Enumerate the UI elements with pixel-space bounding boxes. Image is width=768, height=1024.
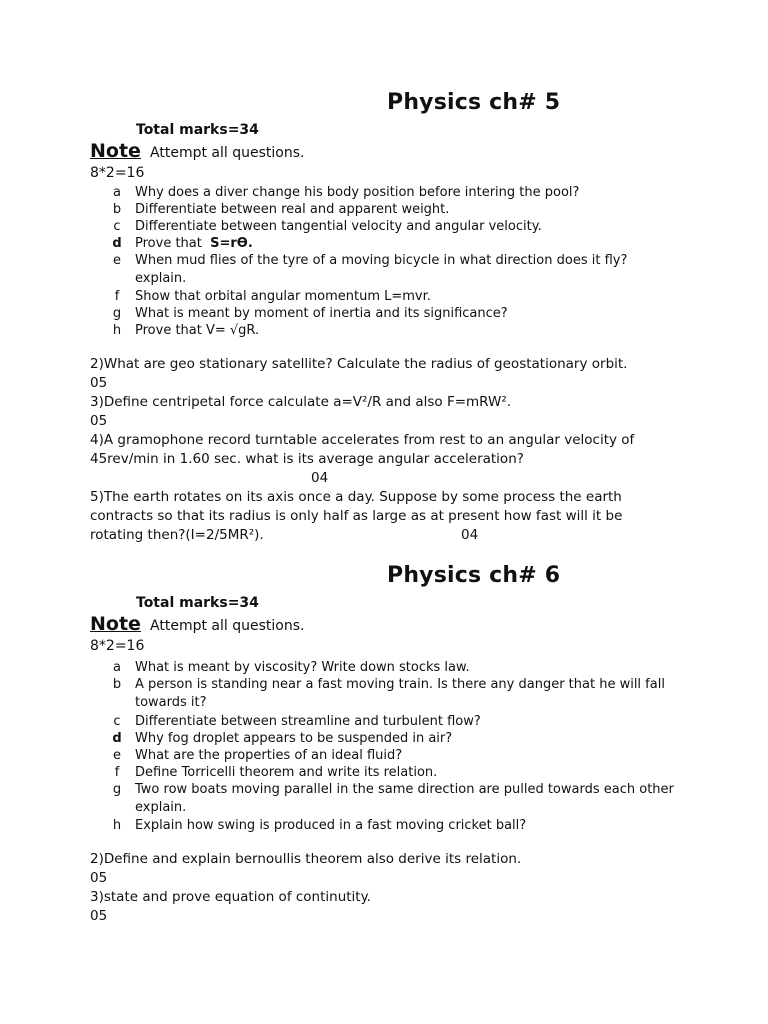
mcq-letter: g (112, 306, 122, 321)
total-marks: Total marks=34 (136, 595, 259, 611)
question-marks: 04 (311, 470, 329, 486)
mcq-letter: a (113, 660, 121, 675)
mcq-text-prefix: Prove that (135, 236, 202, 251)
mcq-letter: b (112, 202, 122, 217)
mcq-text: Prove that V= √gR. (135, 323, 260, 338)
mcq-marks: 8*2=16 (90, 165, 145, 181)
mcq-letter: f (114, 765, 120, 780)
note-line (90, 613, 304, 635)
mcq-text: Define Torricelli theorem and write its relation. (135, 765, 438, 780)
mcq-text: When mud flies of the tyre of a moving bicycle in what direction does it fly? explain. (135, 253, 628, 286)
mcq-letter: d (112, 731, 122, 746)
question-text-line: 5)The earth rotates on its axis once a day. Suppose by some process the earth (90, 489, 622, 505)
note-text: Attempt all questions. (150, 618, 305, 634)
mcq-letter: e (113, 748, 121, 763)
note-label: Note (90, 613, 141, 635)
mcq-text: Show that orbital angular momentum L=mvr. (135, 289, 431, 304)
mcq-formula: S=rϴ. (210, 236, 253, 251)
chapter-title: Physics ch# 6 (387, 563, 561, 588)
question-marks: 05 (90, 870, 108, 886)
mcq-text: Differentiate between real and apparent weight. (135, 202, 450, 217)
mcq-text: Why fog droplet appears to be suspended in air? (135, 731, 453, 746)
chapter-title: Physics ch# 5 (387, 90, 561, 115)
mcq-letter: c (113, 219, 121, 234)
question-marks: 04 (461, 527, 479, 543)
mcq-text: Differentiate between tangential velocity and angular velocity. (135, 219, 542, 234)
mcq-text: What are the properties of an ideal fluid? (135, 748, 403, 763)
mcq-text: What is meant by viscosity? Write down stocks law. (135, 660, 470, 675)
mcq-text (135, 235, 680, 253)
question-text-line: contracts so that its radius is only half as large as at present how fast will it be (90, 508, 623, 524)
mcq-letter: g (112, 782, 122, 797)
note-line (90, 140, 304, 162)
note-text: Attempt all questions. (150, 145, 305, 161)
question-marks: 05 (90, 413, 108, 429)
mcq-text: Differentiate between streamline and turbulent flow? (135, 714, 481, 729)
mcq-marks: 8*2=16 (90, 638, 145, 654)
mcq-letter: h (112, 323, 122, 338)
mcq-letter: f (114, 289, 120, 304)
question-marks: 05 (90, 908, 108, 924)
question-text-line: rotating then?(I=2/5MR²). (90, 527, 264, 543)
total-marks: Total marks=34 (136, 122, 259, 138)
question-text: 3)state and prove equation of continutity. (90, 889, 371, 905)
mcq-text: Two row boats moving parallel in the same direction are pulled towards each other explain. (135, 782, 674, 815)
mcq-letter: a (113, 185, 121, 200)
mcq-letter: h (112, 818, 122, 833)
note-label: Note (90, 140, 141, 162)
question-text: 2)What are geo stationary satellite? Calculate the radius of geostationary orbit. (90, 356, 628, 372)
mcq-letter: c (113, 714, 121, 729)
mcq-text: A person is standing near a fast moving train. Is there any danger that he will fall towards it? (135, 677, 665, 710)
mcq-text: Why does a diver change his body position before intering the pool? (135, 185, 580, 200)
question-marks: 05 (90, 375, 108, 391)
question-text: 4)A gramophone record turntable accelerates from rest to an angular velocity of 45rev/min in 1.60 sec. what is its average angular acceleration? (90, 432, 635, 467)
question-text: 2)Define and explain bernoullis theorem also derive its relation. (90, 851, 522, 867)
mcq-letter: e (113, 253, 121, 268)
mcq-letter: b (112, 677, 122, 692)
mcq-letter: d (112, 236, 122, 251)
mcq-text: What is meant by moment of inertia and its significance? (135, 306, 508, 321)
mcq-text: Explain how swing is produced in a fast moving cricket ball? (135, 818, 527, 833)
question-text: 3)Define centripetal force calculate a=V²/R and also F=mRW². (90, 394, 512, 410)
